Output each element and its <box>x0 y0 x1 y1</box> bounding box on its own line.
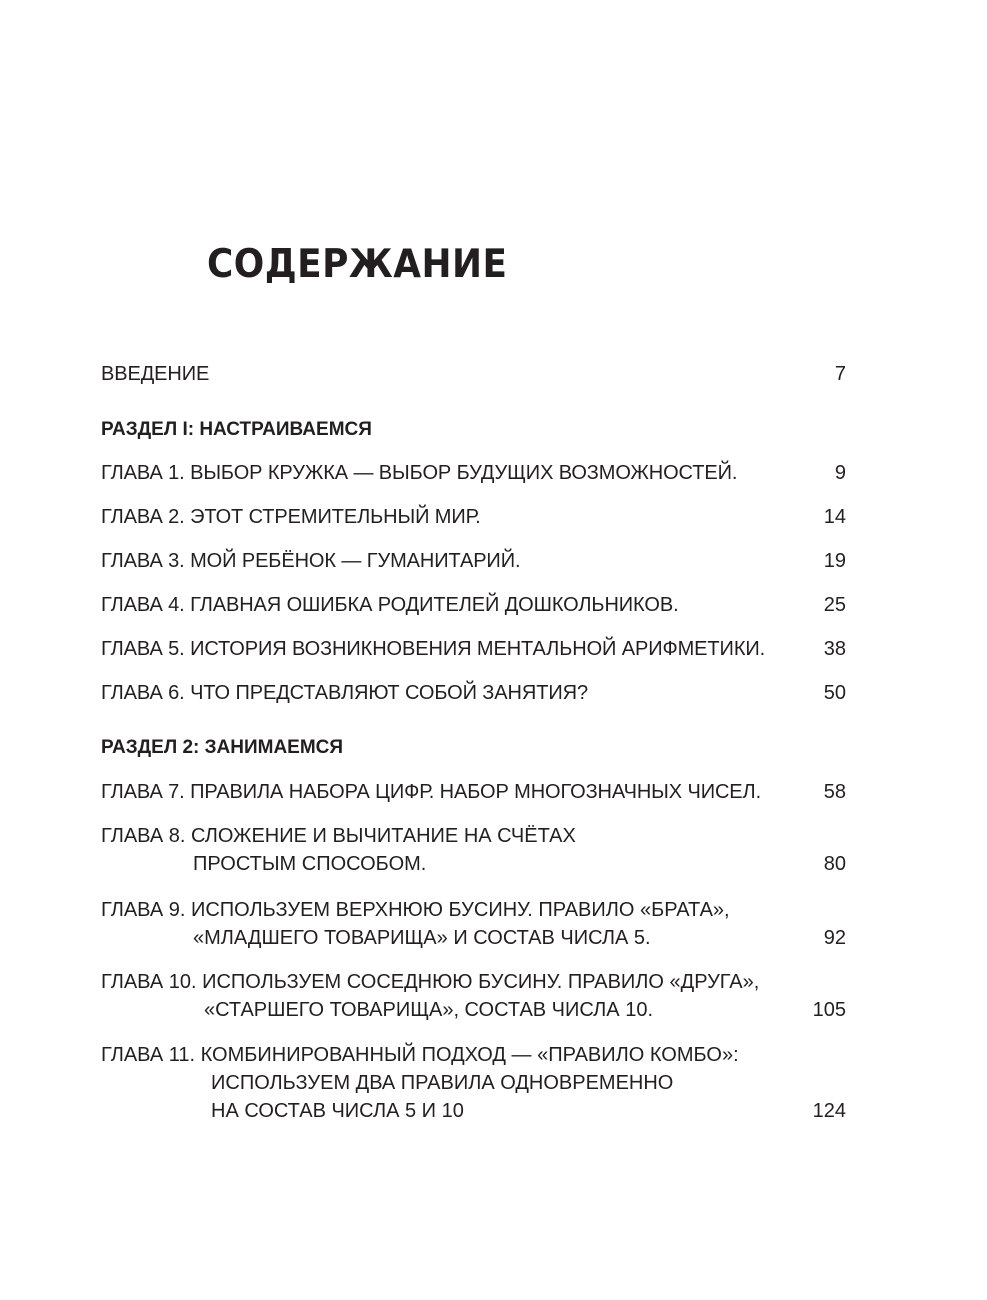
toc-entry-intro[interactable] <box>101 360 846 388</box>
toc-entry-label-line-2: «МЛАДШЕГО ТОВАРИЩА» И СОСТАВ ЧИСЛА 5. <box>193 927 651 949</box>
toc-entry-label-line-2: «СТАРШЕГО ТОВАРИЩА», СОСТАВ ЧИСЛА 10. <box>204 999 653 1021</box>
toc-page-number: 7 <box>834 363 846 385</box>
toc-entry-label: ГЛАВА 1. ВЫБОР КРУЖКА — ВЫБОР БУДУЩИХ ВОЗМОЖНОСТЕЙ. <box>101 462 738 484</box>
toc-entry-label: ГЛАВА 4. ГЛАВНАЯ ОШИБКА РОДИТЕЛЕЙ ДОШКОЛЬНИКОВ. <box>101 594 679 616</box>
toc-entry-label-line-1: ГЛАВА 10. ИСПОЛЬЗУЕМ СОСЕДНЮЮ БУСИНУ. ПРАВИЛО «ДРУГА», <box>101 971 760 993</box>
toc-page-number: 50 <box>823 682 846 704</box>
toc-entry-chapter-7[interactable] <box>101 778 846 806</box>
toc-entry-label-line-2: ПРОСТЫМ СПОСОБОМ. <box>193 853 427 875</box>
toc-entry-chapter-2[interactable] <box>101 503 846 531</box>
toc-page-number: 38 <box>823 638 846 660</box>
toc-entry-chapter-10[interactable] <box>101 968 846 1024</box>
toc-entry-chapter-4[interactable] <box>101 591 846 619</box>
toc-entry-chapter-6[interactable] <box>101 679 846 707</box>
toc-entry-chapter-1[interactable] <box>101 459 846 487</box>
toc-entry-label: ГЛАВА 3. МОЙ РЕБЁНОК — ГУМАНИТАРИЙ. <box>101 550 521 572</box>
toc-page-number: 105 <box>812 999 846 1021</box>
toc-page-number: 14 <box>823 506 846 528</box>
toc-page-number: 58 <box>823 781 846 803</box>
toc-entry-chapter-5[interactable] <box>101 635 846 663</box>
toc-entry-label: ГЛАВА 7. ПРАВИЛА НАБОРА ЦИФР. НАБОР МНОГОЗНАЧНЫХ ЧИСЕЛ. <box>101 781 762 803</box>
section-heading-1: РАЗДЕЛ I: НАСТРАИВАЕМСЯ <box>101 419 372 440</box>
toc-entry-chapter-11[interactable] <box>101 1041 846 1125</box>
section-heading-2: РАЗДЕЛ 2: ЗАНИМАЕМСЯ <box>101 737 344 758</box>
toc-entry-label: ГЛАВА 2. ЭТОТ СТРЕМИТЕЛЬНЫЙ МИР. <box>101 506 481 528</box>
toc-entry-label: ГЛАВА 6. ЧТО ПРЕДСТАВЛЯЮТ СОБОЙ ЗАНЯТИЯ? <box>101 682 588 704</box>
toc-entry-label-line-1: ГЛАВА 8. СЛОЖЕНИЕ И ВЫЧИТАНИЕ НА СЧЁТАХ <box>101 825 576 847</box>
toc-page-number: 25 <box>823 594 846 616</box>
toc-page-number: 80 <box>823 853 846 875</box>
toc-page-number: 92 <box>823 927 846 949</box>
toc-page-number: 19 <box>823 550 846 572</box>
toc-entry-label: ВВЕДЕНИЕ <box>101 363 210 385</box>
toc-page-number: 124 <box>812 1100 846 1122</box>
toc-entry-label-line-1: ГЛАВА 11. КОМБИНИРОВАННЫЙ ПОДХОД — «ПРАВИЛО КОМБО»: <box>101 1044 739 1066</box>
toc-entry-label-line-2: ИСПОЛЬЗУЕМ ДВА ПРАВИЛА ОДНОВРЕМЕННО <box>211 1072 674 1094</box>
toc-entry-chapter-8[interactable] <box>101 822 846 878</box>
toc-entry-label: ГЛАВА 5. ИСТОРИЯ ВОЗНИКНОВЕНИЯ МЕНТАЛЬНОЙ АРИФМЕТИКИ. <box>101 638 766 660</box>
page-title: СОДЕРЖАНИЕ <box>207 242 508 287</box>
toc-entry-label-line-3: НА СОСТАВ ЧИСЛА 5 И 10 <box>211 1100 464 1122</box>
toc-entry-chapter-9[interactable] <box>101 896 846 952</box>
toc-page-number: 9 <box>834 462 846 484</box>
toc-entry-chapter-3[interactable] <box>101 547 846 575</box>
toc-entry-label-line-1: ГЛАВА 9. ИСПОЛЬЗУЕМ ВЕРХНЮЮ БУСИНУ. ПРАВИЛО «БРАТА», <box>101 899 730 921</box>
